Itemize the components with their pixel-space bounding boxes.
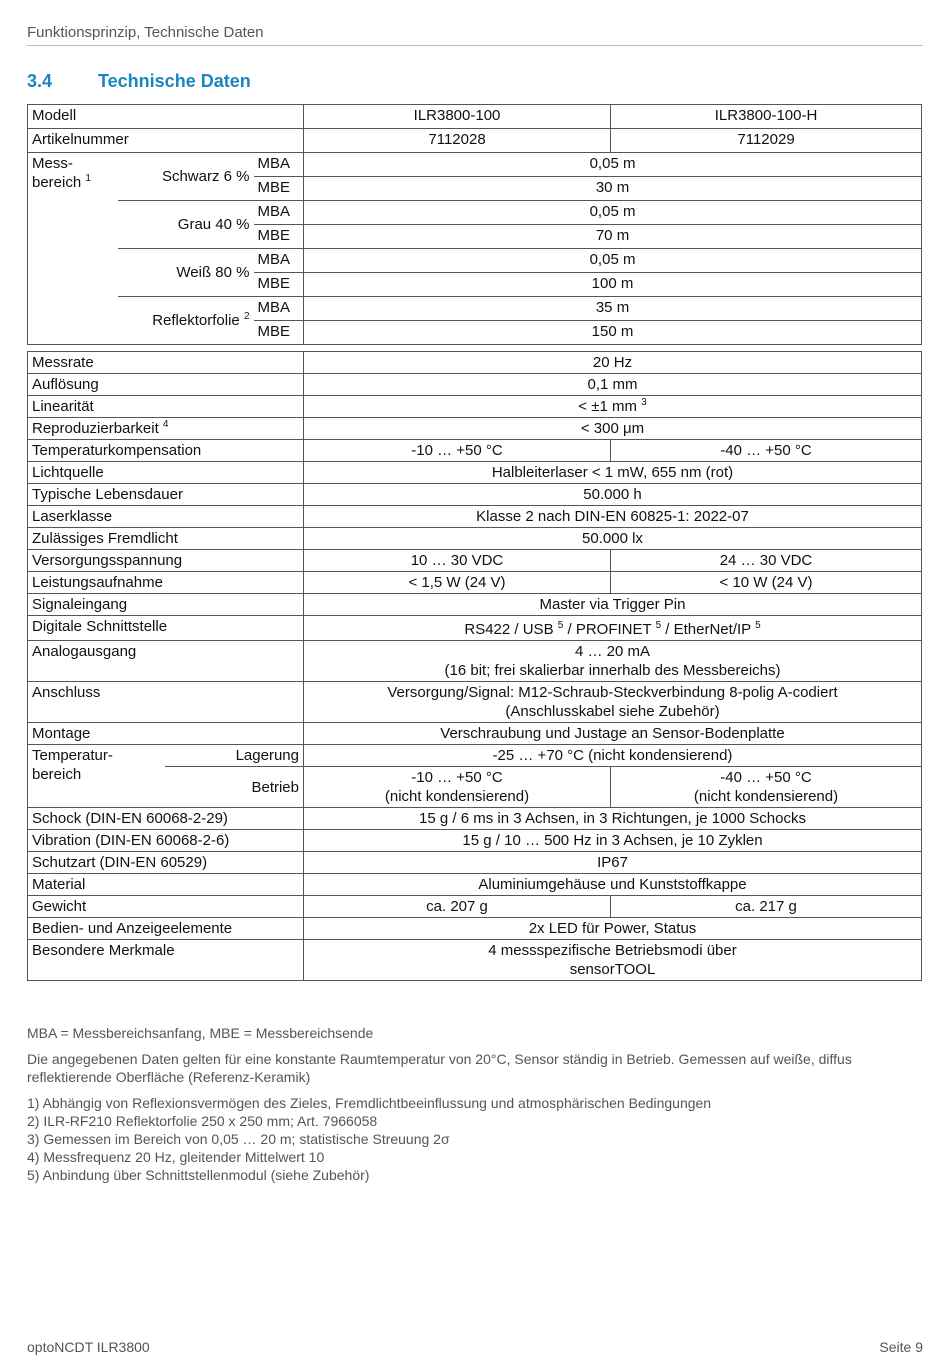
table-row [28, 918, 922, 940]
value-a: -10 … +50 °C [304, 440, 611, 462]
table-row [28, 616, 922, 641]
mba-label: MBA [254, 249, 304, 273]
row-label: Signaleingang [28, 594, 304, 616]
mba-label: MBA [254, 153, 304, 177]
row-value: 4 messspezifische Betriebsmodi über sensorTOOL [304, 940, 922, 981]
row-value: Verschraubung und Justage an Sensor-Bodenplatte [304, 723, 922, 745]
sub-label: Betrieb [165, 767, 304, 808]
row-label: Lichtquelle [28, 462, 304, 484]
row-label: Artikelnummer [28, 129, 304, 153]
footnote-marker: 4 [162, 419, 169, 430]
article-b: 7112029 [611, 129, 922, 153]
value-b: ca. 217 g [611, 896, 922, 918]
row-value: 2x LED für Power, Status [304, 918, 922, 940]
group-label: Weiß 80 % [118, 249, 254, 297]
mba-value: 0,05 m [304, 249, 922, 273]
footer-product: optoNCDT ILR3800 [27, 1339, 150, 1355]
mba-label: MBA [254, 297, 304, 321]
row-value: Aluminiumgehäuse und Kunststoffkappe [304, 874, 922, 896]
row-label: Montage [28, 723, 304, 745]
table-row [28, 440, 922, 462]
row-value: IP67 [304, 852, 922, 874]
row-value: 50.000 h [304, 484, 922, 506]
table-row [28, 484, 922, 506]
table-row [28, 462, 922, 484]
mbe-label: MBE [254, 321, 304, 345]
model-b: ILR3800-100-H [611, 105, 922, 129]
row-value: Versorgung/Signal: M12-Schraub-Steckverbindung 8-polig A-codiert (Anschlusskabel siehe Zubehör) [304, 682, 922, 723]
row-label: Versorgungsspannung [28, 550, 304, 572]
row-value: 15 g / 6 ms in 3 Achsen, in 3 Richtungen, je 1000 Schocks [304, 808, 922, 830]
section-title: Technische Daten [98, 71, 251, 91]
row-label: Material [28, 874, 304, 896]
value-a: -10 … +50 °C (nicht kondensierend) [304, 767, 611, 808]
row-label: Schock (DIN-EN 60068-2-29) [28, 808, 304, 830]
table-row [28, 745, 922, 767]
specification-table [27, 351, 922, 981]
value-b: 24 … 30 VDC [611, 550, 922, 572]
sub-label: Lagerung [165, 745, 304, 767]
row-label: Linearität [28, 396, 304, 418]
messbereich-label [28, 153, 118, 345]
row-label: Typische Lebensdauer [28, 484, 304, 506]
model-a: ILR3800-100 [304, 105, 611, 129]
group-label: Schwarz 6 % [118, 153, 254, 201]
row-label: Temperatur- bereich [28, 745, 165, 808]
footnote: 2) ILR-RF210 Reflektorfolie 250 x 250 mm; Art. 7966058 [27, 1113, 378, 1129]
mbe-label: MBE [254, 273, 304, 297]
table-row [28, 852, 922, 874]
footnote-marker: 3 [641, 397, 647, 408]
row-value: 50.000 lx [304, 528, 922, 550]
article-a: 7112028 [304, 129, 611, 153]
row-label: Analogausgang [28, 641, 304, 682]
table-row [28, 528, 922, 550]
row-label: Gewicht [28, 896, 304, 918]
row-label: Anschluss [28, 682, 304, 723]
table-row [28, 682, 922, 723]
mba-value: 35 m [304, 297, 922, 321]
row-value: < ±1 mm $^3$ [304, 396, 922, 418]
table-row [28, 105, 922, 129]
section-heading [27, 71, 251, 92]
row-label: Temperaturkompensation [28, 440, 304, 462]
row-label: Digitale Schnittstelle [28, 616, 304, 641]
footnote-marker: 1 [85, 173, 91, 184]
footer-page-number: Seite 9 [879, 1339, 923, 1355]
row-label: Besondere Merkmale [28, 940, 304, 981]
footnote: 4) Messfrequenz 20 Hz, gleitender Mittelwert 10 [27, 1149, 325, 1165]
row-label: Modell [28, 105, 304, 129]
notes [27, 1024, 923, 1184]
page-header: Funktionsprinzip, Technische Daten [27, 24, 923, 46]
measuring-range-table [27, 104, 922, 345]
value-b: -40 … +50 °C [611, 440, 922, 462]
mba-label: MBA [254, 201, 304, 225]
general-note: Die angegebenen Daten gelten für eine konstante Raumtemperatur von 20°C, Sensor ständig in Betrieb. Gemessen auf weiße, diffus reflektierende Oberfläche (Referenz-Keramik) [27, 1051, 852, 1085]
table-row [28, 896, 922, 918]
row-value: < 300 μm [304, 418, 922, 440]
table-row [28, 418, 922, 440]
row-value: 15 g / 10 … 500 Hz in 3 Achsen, je 10 Zyklen [304, 830, 922, 852]
table-row [28, 940, 922, 981]
row-value: RS422 / USB $^5$ / PROFINET $^5$ / EtherNet/IP $^5$ [304, 616, 922, 641]
mbe-label: MBE [254, 225, 304, 249]
value-b: < 10 W (24 V) [611, 572, 922, 594]
table-row [28, 572, 922, 594]
table-row [28, 874, 922, 896]
table-row [28, 129, 922, 153]
table-row [28, 396, 922, 418]
row-label: Vibration (DIN-EN 60068-2-6) [28, 830, 304, 852]
mbe-value: 100 m [304, 273, 922, 297]
table-row [28, 550, 922, 572]
table-row [28, 249, 922, 273]
footnote: 3) Gemessen im Bereich von 0,05 … 20 m; statistische Streuung 2σ [27, 1131, 450, 1147]
row-label: Leistungsaufnahme [28, 572, 304, 594]
row-value: -25 … +70 °C (nicht kondensierend) [304, 745, 922, 767]
footnote-marker: 2 [243, 311, 250, 322]
table-row [28, 201, 922, 225]
table-row [28, 374, 922, 396]
row-value: Master via Trigger Pin [304, 594, 922, 616]
value-a: 10 … 30 VDC [304, 550, 611, 572]
label-line: bereich [32, 174, 82, 191]
mba-value: 0,05 m [304, 153, 922, 177]
value-a: < 1,5 W (24 V) [304, 572, 611, 594]
row-label: Bedien- und Anzeigeelemente [28, 918, 304, 940]
row-label: Reproduzierbarkeit $^4$ [28, 418, 304, 440]
row-label: Schutzart (DIN-EN 60529) [28, 852, 304, 874]
table-row [28, 153, 922, 177]
label-line: Mess- [32, 155, 73, 172]
table-row [28, 594, 922, 616]
row-value: 20 Hz [304, 352, 922, 374]
table-row [28, 297, 922, 321]
row-label: Auflösung [28, 374, 304, 396]
footnote: 5) Anbindung über Schnittstellenmodul (siehe Zubehör) [27, 1167, 370, 1183]
table-row [28, 352, 922, 374]
mbe-value: 30 m [304, 177, 922, 201]
table-row [28, 641, 922, 682]
table-row [28, 506, 922, 528]
mba-value: 0,05 m [304, 201, 922, 225]
row-value: Halbleiterlaser < 1 mW, 655 nm (rot) [304, 462, 922, 484]
section-number: 3.4 [27, 71, 53, 91]
table-row [28, 830, 922, 852]
group-label: Grau 40 % [118, 201, 254, 249]
row-value: Klasse 2 nach DIN-EN 60825-1: 2022-07 [304, 506, 922, 528]
mbe-value: 70 m [304, 225, 922, 249]
row-label: Messrate [28, 352, 304, 374]
abbreviation-note: MBA = Messbereichsanfang, MBE = Messbereichsende [27, 1025, 374, 1041]
row-value: 0,1 mm [304, 374, 922, 396]
mbe-value: 150 m [304, 321, 922, 345]
group-label: Reflektorfolie $^2$ [118, 297, 254, 345]
table-row [28, 723, 922, 745]
row-label: Zulässiges Fremdlicht [28, 528, 304, 550]
table-row [28, 808, 922, 830]
mbe-label: MBE [254, 177, 304, 201]
row-value: 4 … 20 mA (16 bit; frei skalierbar innerhalb des Messbereichs) [304, 641, 922, 682]
value-a: ca. 207 g [304, 896, 611, 918]
row-label: Laserklasse [28, 506, 304, 528]
footnote: 1) Abhängig von Reflexionsvermögen des Zieles, Fremdlichtbeeinflussung und atmosphärischen Bedingungen [27, 1095, 712, 1111]
value-b: -40 … +50 °C (nicht kondensierend) [611, 767, 922, 808]
